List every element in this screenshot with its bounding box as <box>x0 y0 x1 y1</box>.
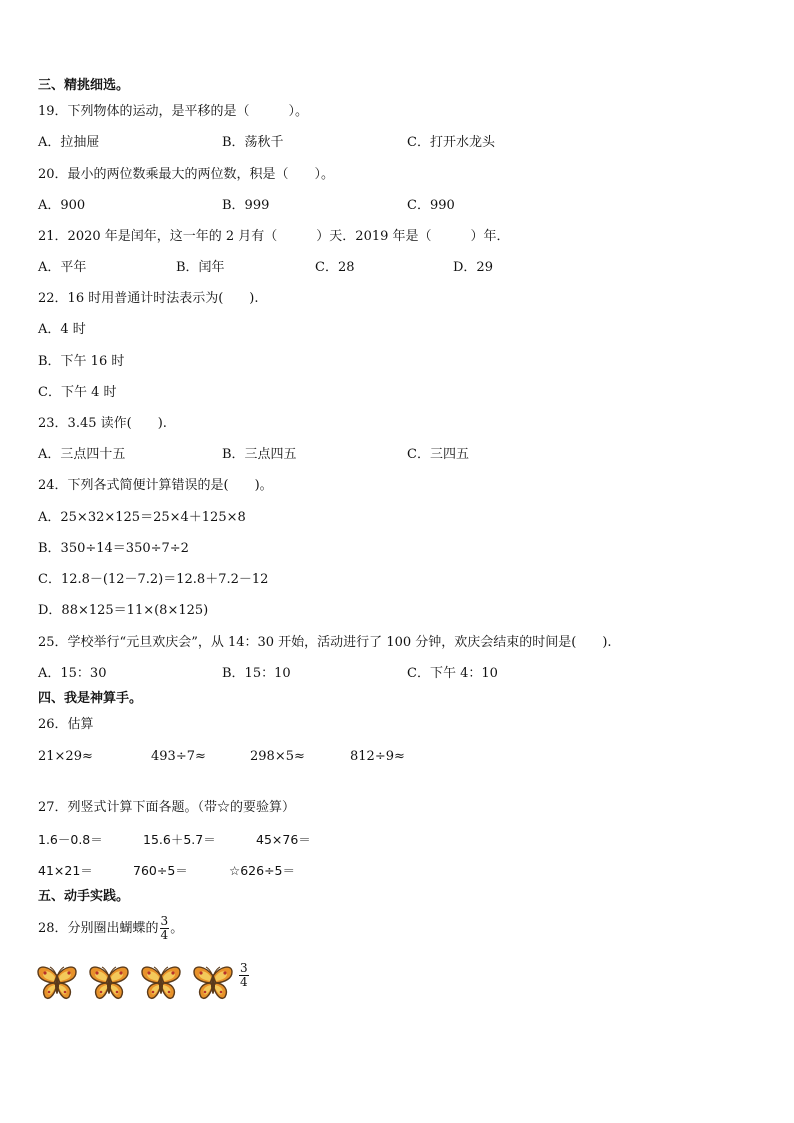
q26-item-3: 298×5≈ <box>250 749 305 764</box>
q27-row2-item-3: ☆626÷5＝ <box>229 863 295 878</box>
q28-fraction-denominator: 4 <box>160 928 169 942</box>
q22-stem: 22．16 时用普通计时法表示为( ). <box>38 291 259 306</box>
q26-item-1: 21×29≈ <box>38 749 93 764</box>
q25-option-b: B．15：10 <box>222 666 291 681</box>
q25-option-a: A．15：30 <box>38 666 107 681</box>
q24-stem: 24．下列各式简便计算错误的是( )。 <box>38 478 273 493</box>
q25-option-c: C．下午 4：10 <box>407 666 498 681</box>
q20-option-c: C．990 <box>407 198 455 213</box>
q19-option-c: C．打开水龙头 <box>407 135 495 150</box>
q21-option-a: A．平年 <box>38 260 87 275</box>
q27-row1-item-2: 15.6＋5.7＝ <box>143 832 216 847</box>
butterfly-fraction-numerator: 3 <box>240 961 248 975</box>
q24-option-c: C．12.8－(12－7.2)＝12.8＋7.2－12 <box>38 572 269 587</box>
butterfly-icon <box>36 964 78 1002</box>
q27-row1-item-3: 45×76＝ <box>256 832 311 847</box>
q23-option-a: A．三点四十五 <box>38 447 126 462</box>
butterfly-icon <box>192 964 234 1002</box>
q21-option-b: B．闰年 <box>176 260 225 275</box>
butterfly-fraction-label <box>238 962 250 989</box>
q21-stem: 21．2020 年是闰年，这一年的 2 月有（ ）天．2019 年是（ ）年． <box>38 229 510 244</box>
q27-row2-item-1: 41×21＝ <box>38 863 93 878</box>
q27-stem: 27．列竖式计算下面各题。（带☆的要验算） <box>38 800 296 815</box>
section-3-heading: 三、精挑细选。 <box>38 78 130 93</box>
q28-stem-end: 。 <box>170 921 184 936</box>
butterfly-icon <box>140 964 182 1002</box>
q28-fraction-numerator: 3 <box>160 914 169 928</box>
q22-option-b: B．下午 16 时 <box>38 354 125 369</box>
q26-stem: 26．估算 <box>38 717 94 732</box>
q20-option-b: B．999 <box>222 198 270 213</box>
butterfly-icon <box>88 964 130 1002</box>
q19-stem: 19．下列物体的运动，是平移的是（ ）。 <box>38 104 309 119</box>
q24-option-d: D．88×125＝11×(8×125) <box>38 603 209 618</box>
q28-stem <box>38 914 183 944</box>
q23-stem: 23．3.45 读作( ). <box>38 416 167 431</box>
q27-row2-item-2: 760÷5＝ <box>133 863 188 878</box>
q20-stem: 20．最小的两位数乘最大的两位数，积是（ ）。 <box>38 167 335 182</box>
q19-option-b: B．荡秋千 <box>222 135 284 150</box>
q28-stem-text: 28．分别圈出蝴蝶的 <box>38 921 159 936</box>
q21-option-c: C．28 <box>315 260 355 275</box>
q25-stem: 25．学校举行“元旦欢庆会”，从 14：30 开始，活动进行了 100 分钟，欢庆会结束的时间是( ). <box>38 635 612 650</box>
q22-option-c: C．下午 4 时 <box>38 385 117 400</box>
q23-option-b: B．三点四五 <box>222 447 297 462</box>
q22-option-a: A．4 时 <box>38 322 86 337</box>
q20-option-a: A．900 <box>38 198 86 213</box>
q21-option-d: D．29 <box>453 260 493 275</box>
q24-option-b: B．350÷14＝350÷7÷2 <box>38 541 189 556</box>
q26-item-4: 812÷9≈ <box>350 749 405 764</box>
butterfly-fraction-denominator: 4 <box>240 975 248 989</box>
section-5-heading: 五、动手实践。 <box>38 889 130 904</box>
section-4-heading: 四、我是神算手。 <box>38 691 143 706</box>
q26-item-2: 493÷7≈ <box>151 749 206 764</box>
q27-row1-item-1: 1.6－0.8＝ <box>38 832 103 847</box>
q19-option-a: A．拉抽屉 <box>38 135 100 150</box>
butterfly-fraction <box>239 962 249 989</box>
q23-option-c: C．三四五 <box>407 447 469 462</box>
q24-option-a: A．25×32×125＝25×4＋125×8 <box>38 510 246 525</box>
q28-fraction <box>160 915 170 942</box>
